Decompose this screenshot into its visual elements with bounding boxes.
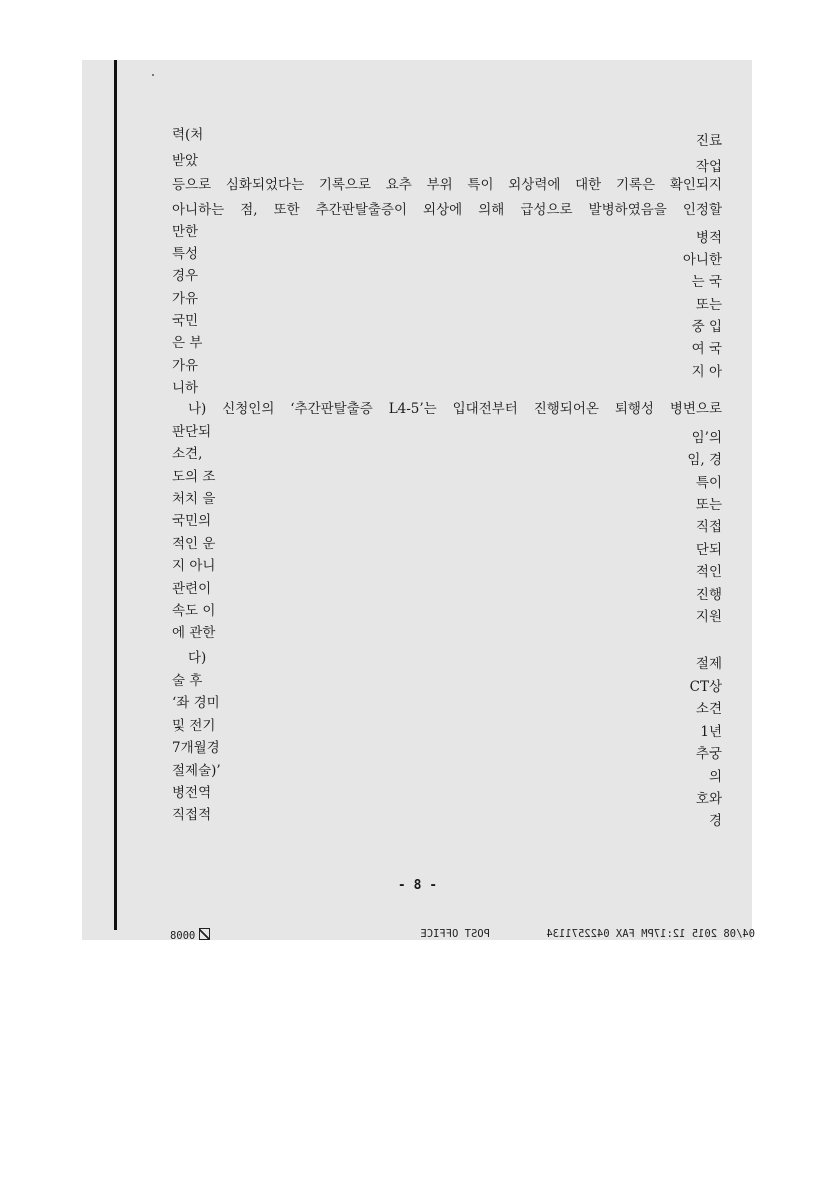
text-line [172,555,722,580]
line-right-text: 추궁 [695,746,722,762]
binding-edge-line [114,60,117,930]
line-right-text: 병적 [695,230,722,246]
line-left-text: 처치 을 [172,491,216,507]
line-left-text: 은 부 [172,335,203,351]
text-line [172,377,722,399]
line-left-text: 속도 이 [172,603,216,619]
line-left-text: 지 아니 [172,558,216,574]
line-right-text: CT상 [689,679,722,695]
line-left-text: 병전역 [172,785,212,801]
text-line [172,310,722,335]
line-right-text: 임, 경 [687,452,722,468]
text-line [172,622,722,644]
text-line [172,600,722,625]
text-line [172,510,722,535]
text-line [172,670,722,695]
text-line [172,199,722,221]
text-line [172,221,722,246]
line-right-text: 또는 [695,497,722,513]
line-left-text: 특성 [172,246,199,262]
line-left-text: 가유 [172,291,199,307]
fax-page-count: 0008 [170,928,210,942]
line-right-text: 또는 [695,297,722,313]
line-left-text: 적인 운 [172,536,216,552]
page-number: - 8 - [397,878,438,893]
text-line [172,533,722,558]
text-line [172,578,722,603]
line-right-text: 절제 [695,656,722,672]
scan-speck [152,74,154,76]
text-line [172,288,722,313]
line-right-text: 진행 [695,587,722,603]
text-line [172,715,722,740]
line-right-text: 특이 [695,475,722,491]
text-line [172,737,722,762]
line-left-text: 국민 [172,313,199,329]
line-right-text: 경 [708,813,722,829]
line-right-text: 지원 [695,609,722,625]
line-left-text: ‘좌 경미 [172,695,220,711]
line-left-text: 만한 [172,224,199,240]
line-left-text: 절제술)’ [172,763,221,779]
text-line [172,488,722,513]
text-line [172,355,722,380]
text-line [172,647,722,672]
line-left-text: 가유 [172,358,199,374]
text-line [172,443,722,468]
text-line [172,421,722,446]
text-line [172,124,722,149]
fax-header-mirrored [170,928,755,944]
line-right-text: 여 국 [691,341,722,357]
line-right-text: 적인 [695,564,722,580]
line-left-text: 관련이 [172,581,212,597]
text-line [172,174,722,196]
line-right-text: 호와 [695,791,722,807]
line-left-text: 직접적 [172,807,212,823]
line-left-text: 니하 [172,380,199,396]
line-left-text: 력(처 [172,127,204,143]
line-right-text: 작업 [695,159,722,175]
text-line [172,760,722,785]
text-line [172,466,722,491]
line-left-text: 등으로 심화되었다는 기록으로 요추 부위 특이 외상력에 대한 기록은 확인되지 [172,177,722,193]
line-left-text: 경우 [172,268,199,284]
line-right-text: 아니한 [682,252,722,268]
text-line [172,782,722,807]
text-line [172,243,722,268]
line-left-text: 국민의 [172,513,212,529]
line-right-text: 중 입 [691,319,722,335]
fax-sender: POST OFFICE [420,928,490,940]
line-left-text: 술 후 [172,673,203,689]
line-right-text: 단되 [695,542,722,558]
fax-timestamp: 04/08 2015 12:17PM FAX 0422571134 [546,928,755,940]
line-right-text: 직접 [695,519,722,535]
line-left-text: 및 전기 [172,718,216,734]
fax-page-icon [199,928,210,940]
text-line [172,265,722,290]
line-left-text: 다) [188,650,207,666]
text-line [172,398,722,420]
line-left-text: 판단되 [172,424,212,440]
line-left-text: 7개월경 [172,740,220,756]
line-right-text: 지 아 [691,364,722,380]
line-left-text: 아니하는 점, 또한 추간판탈출증이 외상에 의해 급성으로 발병하였음을 인정할 [172,202,722,218]
line-right-text: 1년 [700,724,722,740]
line-left-text: 도의 조 [172,469,216,485]
text-line [172,804,722,829]
line-right-text: 소견 [695,701,722,717]
line-right-text: 의 [708,769,722,785]
line-left-text: 받았 [172,153,199,169]
line-right-text: 진료 [695,133,722,149]
text-line [172,692,722,717]
text-line [172,150,722,175]
text-line [172,332,722,357]
line-left-text: 소견, [172,446,203,462]
line-right-text: 는 국 [691,274,722,290]
line-left-text: 나) 신청인의 ‘추간판탈출증 L4-5’는 입대전부터 진행되어온 퇴행성 병변으로 [188,401,722,417]
line-right-text: 임’의 [691,430,722,446]
line-left-text: 에 관한 [172,625,216,641]
